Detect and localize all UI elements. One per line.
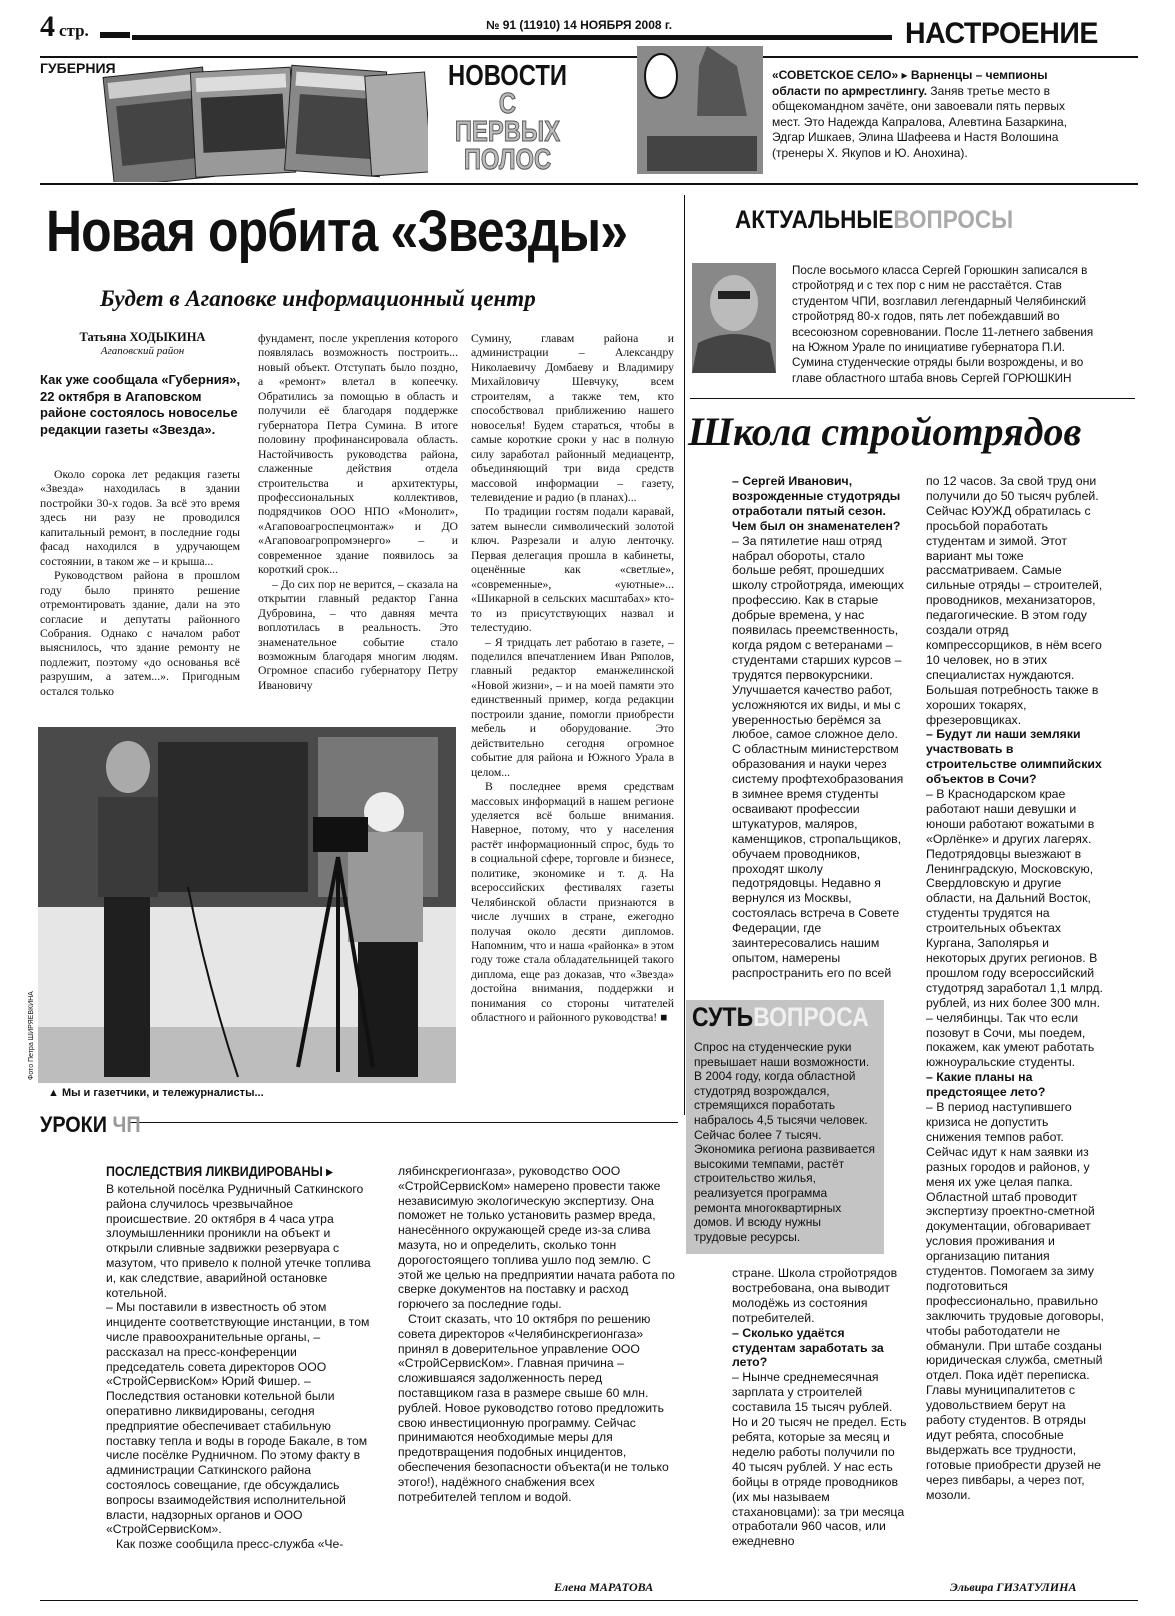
- lessons-col1-p1: В котельной посёлка Рудничный Саткинского района случилось чрезвычайное происшествие. 20 октября в 4 часа утра злоумышленники проникли на объект и открыли сливные задвижки резервуара с мазутом, что привело к полной утечке топлива и, как следствие, аварийной остановке котельной.: [106, 1182, 371, 1300]
- sut-heading: [692, 1002, 869, 1033]
- lessons-top-rule: [130, 1122, 678, 1123]
- actual-colA2: [732, 1266, 910, 1549]
- main-col3-p2: По традиции гостям подали каравай, затем вынесли символический золотой ключ. Разрезали и алую ленточку. Первая делегация прошла в кабинеты, оценённые как «светлые», «современные», «уютные»... «Шикарной в сельских масштабах» кто-то из присутствующих назвал и телестудию.: [471, 505, 674, 635]
- news-tag: «СОВЕТСКОЕ СЕЛО»: [772, 68, 899, 82]
- answer-3: – Нынче среднемесячная зарплата у строителей составила 15 тысяч рублей. Но и 20 тысяч не предел. Есть ребята, которые за месяц и неделю работы получили по 40 тысяч рублей. У нас есть бойцы в отряде проводников (их мы называем стахановцами): за три месяца отработали 960 часов, или ежедневно: [732, 1370, 907, 1549]
- news-text: Заняв третье место в общекомандном зачёте, они завоевали пять первых мест. Это Надежда Капралова, Алевтина Базаркина, Эдгар Ишкаев, Элина Шафеева и Настя Волошина (тренеры Х. Якупов и Ю. Анохина).: [772, 83, 1068, 160]
- news-heading-line1: НОВОСТИ: [448, 60, 567, 92]
- newspapers-collage-svg: [98, 62, 428, 182]
- lessons-col1-p3: Как позже сообщила пресс-служба «Че-: [116, 1537, 344, 1552]
- news-heading: [430, 62, 585, 174]
- gubernia-label: ГУБЕРНИЯ: [40, 60, 116, 76]
- author-block: [40, 330, 245, 357]
- lessons-title: [106, 1164, 332, 1180]
- newspapers-collage-image: [98, 62, 428, 182]
- article-lead: Как уже сообщала «Губерния», 22 октября в Агаповском районе состоялось новоселье редакции газеты «Звезда».: [40, 372, 241, 437]
- news-heading-line3: ПОЛОС: [463, 144, 552, 176]
- divider-vertical: [684, 195, 685, 1115]
- actual-bio-underline: [690, 398, 1135, 399]
- main-title: Новая орбита «Звезды»: [46, 199, 628, 264]
- main-col2-p2: – До сих пор не верится, – сказала на открытии главный редактор Ганна Дубровина, – что давняя мечта воплотилась в реальность. Это знаменательное событие стало возможным благодаря многим людям. Огромное спасибо губернатору Петру Ивановичу: [258, 577, 458, 692]
- sut-heading-1: СУТЬ: [692, 1002, 754, 1032]
- page-number: [40, 10, 89, 44]
- page-number-suffix: стр.: [59, 21, 89, 40]
- sut-text: Спрос на студенческие руки превышает наши возможности. В 2004 году, когда областной студотряд возрождался, стремящихся поработать набралось 4,5 тысячи человек. Сейчас более 7 тысяч. Экономика региона развивается высокими темпами, растёт строительство жилья, реализуется программа ремонта многоквартирных домов. И всюду нужны трудовые ресурсы.: [694, 1040, 876, 1244]
- answer-4: – В период наступившего кризиса не допустить снижения темпов работ. Сейчас идут к нам заявки из разных городов и районов, у меня их уже целая папка. Областной штаб проводит экспертизу проектно-сметной документации, обговаривает условия проживания и организацию питания студентов. Помогаем за зиму подготовиться профессионально, правильно заключить трудовые договоры, чтобы работодатели не обманули. При штабе созданы юридическая служба, сметный отдел. Пока идёт переписка. Главы муниципалитетов с удовольствием берут на работу студентов. В отряды идут ребята, способные выдержать все трудности, готовые приобрести друзей не через пивбары, а через пот, мозоли.: [926, 1100, 1104, 1502]
- author-name: Татьяна ХОДЫКИНА: [79, 330, 206, 344]
- studio-photo-svg: [38, 727, 456, 1083]
- portrait-svg: [692, 263, 776, 373]
- main-col1-p1: Около сорока лет редакция газеты «Звезда» находилась в здании постройки 30-х годов. За всё это время здесь ни разу не проводился капитальный ремонт, в последние годы фасад находился в удручающем состоянии, в таком же – и крыша...: [40, 468, 240, 568]
- photo-caption: ▲ Мы и газетчики, и тележурналисты...: [48, 1087, 264, 1099]
- actual-bio: После восьмого класса Сергей Горюшкин записался в стройотряд и с тех пор с ним не расстаётся. Став студентом ЧПИ, возглавил легендарный Челябинский стройотряд 80-х годов, пять лет побеждавший во всесоюзном соревновании. После 11-летнего забвения на Южном Урале по инициативе губернатора П.И. Сумина студенческие отряды были возрождены, и во главе областного штаба вновь Сергей ГОРЮШКИН: [792, 264, 1094, 385]
- main-col3-p1: Сумину, главам района и администрации – Александру Николаевичу Домбаеву и Владимиру Михайловичу Шевчуку, всем строителям, а также тем, кто способствовал приближению нашего новоселья! Будем стараться, чтобы в самые короткие сроки у нас в полную силу заработал районный медиацентр, объединяющий три вида средств массовой информации – газету, телевидение и радио (в планах)...: [471, 332, 674, 504]
- question-4: – Какие планы на предстоящее лето?: [926, 1070, 1046, 1100]
- news-lead: Варненцы – чемпионы области по армрестлингу.: [772, 68, 1048, 98]
- actual-colB: [926, 474, 1106, 1503]
- answer-1: – За пятилетие наш отряд набрал обороты, стало больше ребят, прошедших школу стройотряда, имеющих профессию. Как в старые добрые времена, у нас появилась преемственность, когда рядом с ветеранами – студентами старших курсов – трудятся первокурсники. Улучшается качество работ, усложняются их виды, и мы с уверенностью берёмся за любое, самое сложное дело. С областным министерством образования и науки через систему профтехобразования в зимнее время студенты осваивают профессии штукатуров, маляров, каменщиков, стропальщиков, обучаем проводников, проходят школу педотрядовцы. Недавно я вернулся из Москвы, состоялась встреча в Совете Федерации, где заинтересовались нашим опытом, намерены распространить его по всей: [732, 533, 904, 980]
- actual-heading-1: АКТУАЛЬНЫЕ: [735, 206, 894, 234]
- top-strip-underline: [40, 183, 1138, 185]
- main-col1-p2: Руководством района в прошлом году было принято решение отремонтировать здание, дали на это согласие и депутаты районного Собрания. Однако с началом работ выяснилось, что здание ремонту не подлежит, поэтому «до основанья всё разрушим, а затем...». Пригодным остался только: [40, 569, 240, 698]
- actual-heading-2: ВОПРОСЫ: [893, 206, 1014, 234]
- main-col2: [258, 332, 458, 693]
- actual-author: Эльвира ГИЗАТУЛИНА: [950, 1580, 1077, 1594]
- sut-heading-2: ВОПРОСА: [753, 1002, 869, 1032]
- header-bar: [132, 35, 892, 40]
- sut-box: [686, 1000, 884, 1254]
- studio-photo: [38, 727, 456, 1083]
- arrow-icon: ▸: [901, 68, 908, 82]
- lessons-col1-p2: – Мы поставили в известность об этом инциденте соответствующие инстанции, в том числе правоохранительные органы, – рассказал на пресс-конференции председатель совета директоров ООО «СтройСервисКом» Юрий Фишер. – Последствия остановки котельной были оперативно ликвидированы, сегодня предприятие обеспечивает стабильную поставку тепла и воды в городе Бакале, в том числе посёлке Рудничном. По этому факту в администрации Саткинского района состоялось совещание, где обсуждались вопросы взаимодействия исполнительной власти, надзорных органов и ООО «СтройСервисКом».: [106, 1300, 370, 1537]
- author-place: Агаповский район: [100, 345, 185, 357]
- header-bar-left: [100, 32, 130, 38]
- page-bottom-rule: [40, 1600, 1138, 1601]
- school-title: Школа стройотрядов: [688, 409, 1082, 454]
- answer-2a: стране. Школа стройотрядов востребована, она выводит молодёжь из состояния потребителей.: [732, 1266, 898, 1325]
- main-col1: [40, 468, 240, 699]
- main-col3-p3: – Я тридцать лет работаю в газете, – поделился впечатлением Иван Ряполов, главный редактор еманжелинской «Новой жизни», – и на моей памяти это единственный пример, когда редакции построили здание, помогли приобрести мебель и оборудование. Это действительно сегодня огромное событие для района и Южного Урала в целом...: [471, 635, 674, 779]
- main-col3: [471, 332, 674, 1026]
- main-col3-p4: В последнее время средствам массовых информаций в нашем регионе уделяется всё больше внимания. Наверное, потому, что у населения растёт информационный спрос, будь то в социальной сфере, торговле и бизнесе, политике, экономике и т. д. На всероссийских фестивалях газеты Челябинской области признаются в числе лучших в стране, ежегодно получая около десяти дипломов. Напомним, что и наша «районка» в этом году тоже стала обладательницей такого диплома, еще раз доказав, что «Звезда» достойна внимания, поддержки и понимания со стороны читателей областного и районного руководства! ■: [471, 780, 674, 1025]
- question-1: – Сергей Иванович, возрожденные студотряды отработали пятый сезон. Чем был он знаменателен?: [732, 474, 901, 533]
- sovetskoe-selo-image: [637, 46, 763, 174]
- lessons-heading-2: ЧП: [112, 1112, 141, 1137]
- answer-2: – В Краснодарском крае работают наши девушки и юноши работают вожатыми в «Орлёнке» и других лагерях. Педотрядовцы выезжают в Ленинградскую, Московскую, Свердловскую и другие области, на Дальний Восток, студенты трудятся на строительных объектах Кургана, Заполярья и некоторых других регионов. В прошлом году всероссийский студотряд заработал 1,1 млрд. рублей, из них более 300 млн. – челябинцы. Так что если позовут в Сочи, мы поедем, покажем, как умеют работать южноуральские студенты.: [926, 787, 1103, 1070]
- page-number-digit: 4: [40, 10, 55, 43]
- news-heading-line2: С ПЕРВЫХ: [454, 88, 561, 148]
- main-subtitle: Будет в Агаповке информационный центр: [100, 286, 536, 311]
- portrait-photo: [692, 263, 776, 373]
- lessons-col2: [398, 1164, 676, 1504]
- lessons-title-text: ПОСЛЕДСТВИЯ ЛИКВИДИРОВАНЫ: [106, 1164, 323, 1179]
- lessons-col1: [106, 1182, 378, 1552]
- header-underline: [40, 56, 1138, 58]
- lessons-heading: [40, 1112, 141, 1138]
- photo-credit: Фото Петра ШИРЯЕВКИНА: [28, 991, 35, 1080]
- village-collage-svg: [637, 46, 763, 174]
- lessons-heading-1: УРОКИ: [40, 1112, 107, 1137]
- answer-1b: по 12 часов. За свой труд они получили до 50 тысяч рублей. Сейчас ЮУЖД обратилась с просьбой поработать студентам и зимой. Этот вариант мы тоже рассматриваем. Самые сильные отряды – строителей, проводников, механизаторов, педагогические. В этом году создали отряд компрессорщиков, в нём всего 10 человек, но в этих специалистах нуждаются. Большая потребность также в хороших токарях, фрезеровщиках.: [926, 474, 1103, 727]
- main-col2-p1: фундамент, после укрепления которого появлялась возможность построить... новый объект. Отступать было поздно, а «ремонт» влетал в копеечку. Обратились за помощью в область и получили её благодаря поддержке губернатора Петра Сумина. В итоге половину профинансировала область. Настойчивость руководства района, слаженные действия отдела строительства и архитектуры, профессиональных коллективов, подрядчиков ООО НПО «Монолит», «Агаповоагроспецмонтаж» и ДО «Агаповоагропромэнерго» – и современное здание появилось за короткий срок...: [258, 332, 458, 577]
- question-2: – Будут ли наши земляки участвовать в строительстве олимпийских объектов в Сочи?: [926, 727, 1102, 787]
- actual-colA: [732, 474, 910, 981]
- actual-heading: [735, 206, 1013, 235]
- arrow-right-icon: ▸: [326, 1164, 333, 1179]
- news-item: [772, 68, 1072, 161]
- section-title: НАСТРОЕНИЕ: [905, 17, 1098, 50]
- question-3: – Сколько удаётся студентам заработать за лето?: [732, 1325, 884, 1370]
- issue-info: № 91 (11910) 14 НОЯБРЯ 2008 г.: [486, 18, 673, 32]
- lessons-col2-p1: лябинскрегионгаза», руководство ООО «СтройСервисКом» намерено провести также независимую экологическую экспертизу. Она поможет не только установить размер вреда, нанесённого окружающей среде из-за слива мазута, но и определить, сколько тонн дорогостоящего топлива ушло под землю. С этой же целью на предприятии начата работа по сверке документов на поставку и расход горючего за последние годы.: [398, 1164, 675, 1312]
- lessons-col2-p2: Стоит сказать, что 10 октября по решению совета директоров «Челябинскрегионгаза» принял в доверительное управление ООО «СтройСервисКом». Главная причина – сложившаяся задолженность перед поставщиком газа в размере свыше 60 млн. рублей. Новое руководство готово предложить свою инвестиционную программу. Сейчас принимаются необходимые меры для предотвращения подобных инцидентов, обеспечения безопасности объекта(и не только этого!), надёжного снабжения всех потребителей теплом и водой.: [398, 1311, 669, 1504]
- lessons-author: Елена МАРАТОВА: [554, 1580, 654, 1594]
